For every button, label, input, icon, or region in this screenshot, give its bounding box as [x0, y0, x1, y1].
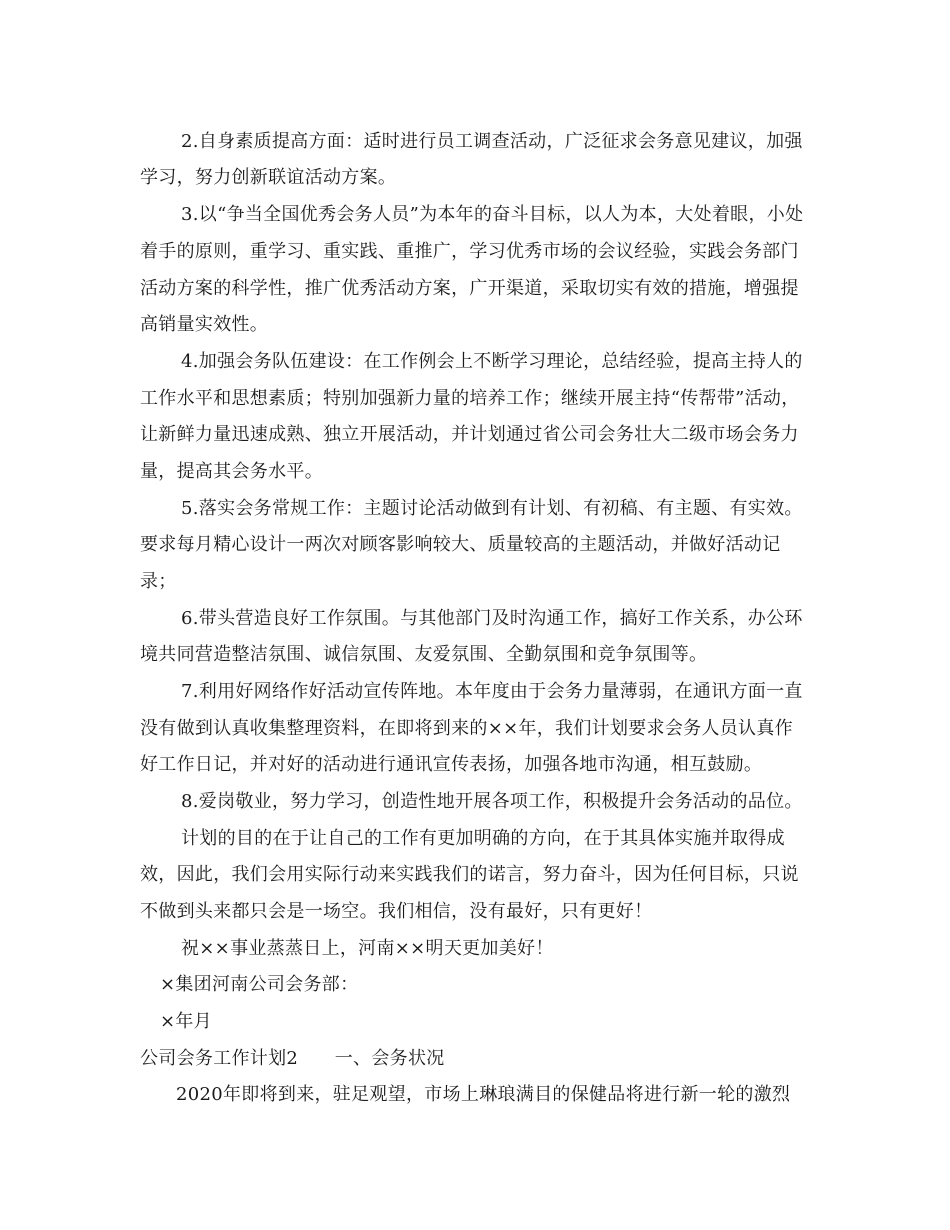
paragraph-line: 好工作日记，并对好的活动进行通讯宣传表扬，加强各地市沟通，相互鼓励。 — [140, 754, 763, 775]
paragraph-line: 效，因此，我们会用实际行动来实践我们的诺言，努力奋斗，因为任何目标，只说 — [140, 864, 799, 885]
paragraph-line: 5.落实会务常规工作：主题讨论活动做到有计划、有初稿、有主题、有实效。 — [181, 498, 803, 519]
paragraph-line: 6.带头营造良好工作氛围。与其他部门及时沟通工作，搞好工作关系，办公环 — [181, 608, 803, 629]
paragraph-line: 学习，努力创新联谊活动方案。 — [140, 167, 397, 188]
paragraph-line: 要求每月精心设计一两次对顾客影响较大、质量较高的主题活动，并做好活动记 — [140, 534, 781, 555]
paragraph-line: 量，提高其会务水平。 — [140, 461, 323, 482]
section-heading: 公司会务工作计划2 一、会务状况 — [140, 1048, 445, 1069]
signature-org: ×集团河南公司会务部： — [160, 974, 359, 995]
paragraph-line: 着手的原则，重学习、重实践、重推广，学习优秀市场的会议经验，实践会务部门 — [140, 241, 799, 262]
paragraph-line: 工作水平和思想素质；特别加强新力量的培养工作；继续开展主持“传帮带”活动， — [140, 388, 800, 409]
closing-line: 祝××事业蒸蒸日上，河南××明天更加美好！ — [181, 938, 554, 959]
paragraph-line: 计划的目的在于让自己的工作有更加明确的方向，在于其具体实施并取得成 — [181, 828, 785, 849]
paragraph-line: 活动方案的科学性，推广优秀活动方案，广开渠道，采取切实有效的措施，增强提 — [140, 278, 799, 299]
paragraph-line: 境共同营造整洁氛围、诚信氛围、友爱氛围、全勤氛围和竞争氛围等。 — [140, 644, 708, 665]
paragraph-line: 录； — [140, 571, 177, 592]
paragraph-line: 3.以“争当全国优秀会务人员”为本年的奋斗目标，以人为本，大处着眼，小处 — [181, 204, 804, 225]
paragraph-line: 4.加强会务队伍建设：在工作例会上不断学习理论，总结经验，提高主持人的 — [181, 351, 803, 372]
signature-date: ×年月 — [160, 1011, 212, 1032]
paragraph-line: 2.自身素质提高方面：适时进行员工调查活动，广泛征求会务意见建议，加强 — [181, 131, 803, 152]
paragraph-line: 没有做到认真收集整理资料，在即将到来的××年，我们计划要求会务人员认真作 — [140, 718, 793, 739]
paragraph-line: 让新鲜力量迅速成熟、独立开展活动，并计划通过省公司会务壮大二级市场会务力 — [140, 424, 799, 445]
paragraph-line: 7.利用好网络作好活动宣传阵地。本年度由于会务力量薄弱，在通讯方面一直 — [181, 681, 803, 702]
paragraph-line: 不做到头来都只会是一场空。我们相信，没有最好，只有更好！ — [140, 901, 653, 922]
paragraph-line: 2020年即将到来，驻足观望，市场上琳琅满目的保健品将进行新一轮的激烈 — [176, 1084, 791, 1105]
paragraph-line: 8.爱岗敬业，努力学习，创造性地开展各项工作，积极提升会务活动的品位。 — [181, 791, 803, 812]
paragraph-line: 高销量实效性。 — [140, 314, 269, 335]
